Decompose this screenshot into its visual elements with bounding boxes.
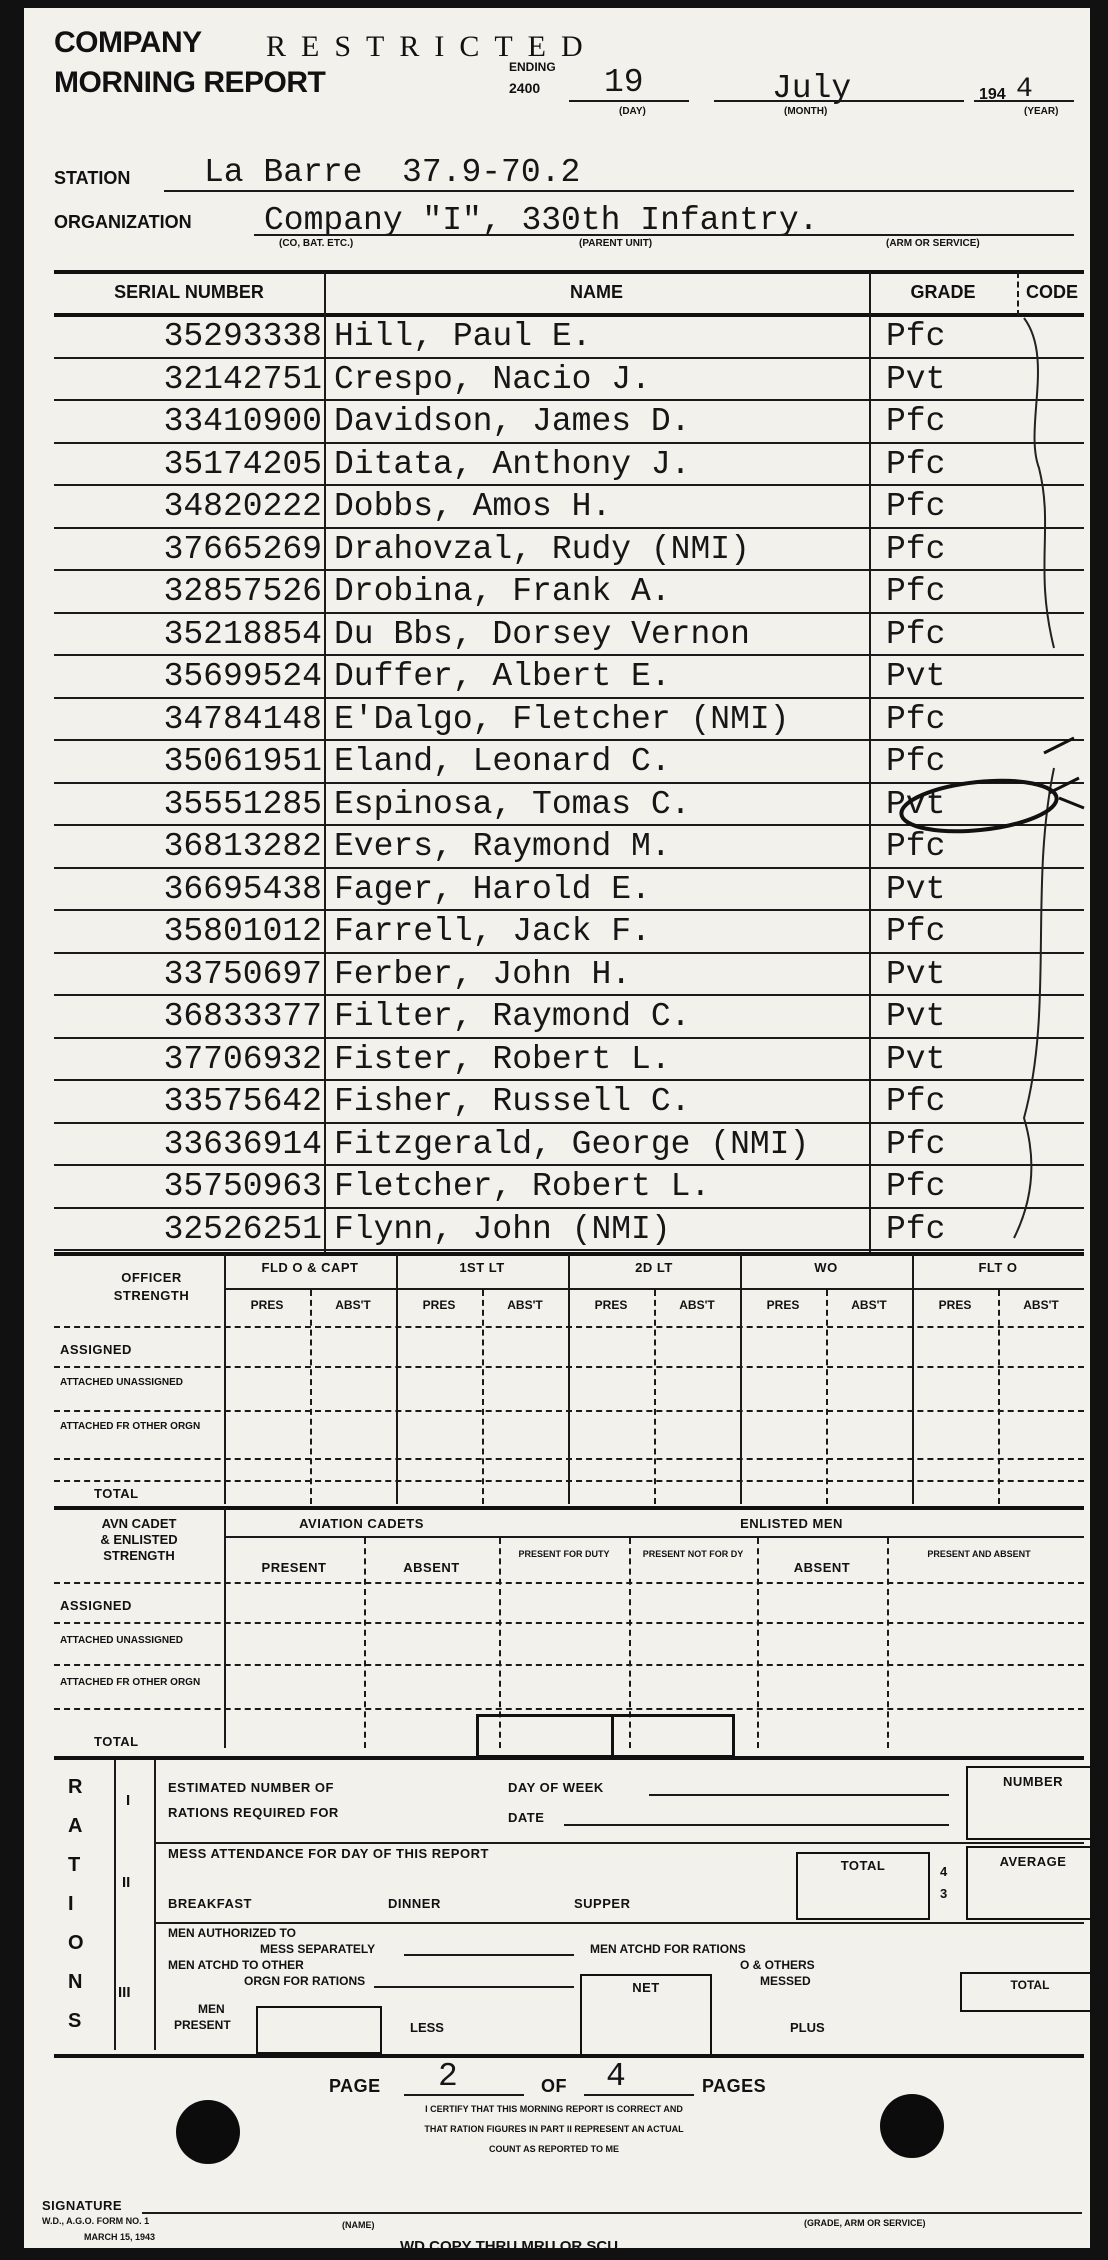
enlisted-row-total: TOTAL	[94, 1734, 139, 1749]
code-header: CODE	[1025, 282, 1078, 302]
name-cell: Drahovzal, Rudy (NMI)	[334, 530, 750, 568]
officer-group-divider	[396, 1254, 398, 1504]
part1-line1: ESTIMATED NUMBER OF	[168, 1780, 334, 1795]
enlisted-col-divider	[364, 1538, 366, 1748]
cadets-present: PRESENT	[261, 1560, 327, 1575]
part1-bottom-border	[154, 1842, 1084, 1844]
serial-number-cell: 35061951	[163, 743, 322, 780]
grade-cell: Pvt	[886, 870, 946, 908]
grade-cell: Pfc	[886, 488, 946, 525]
serial-number-cell: 35174205	[163, 445, 322, 483]
divider-top-number: 4	[940, 1864, 948, 1879]
officer-abst-header: ABS'T	[1023, 1298, 1059, 1312]
month-caption: (MONTH)	[784, 106, 828, 117]
less-label: LESS	[410, 2020, 444, 2035]
officer-abst-header: ABS'T	[851, 1298, 887, 1312]
name-cell: Ferber, John H.	[334, 955, 632, 993]
name-cell: Du Bbs, Dorsey Vernon	[334, 615, 750, 653]
page-label: PAGE	[329, 2076, 381, 2096]
present-for-duty: PRESENT FOR DUTY	[518, 1549, 610, 1559]
caption-parent: (PARENT UNIT)	[579, 238, 653, 249]
present-and-absent: PRESENT AND ABSENT	[927, 1549, 1031, 1559]
enlisted-row-attached-fr: ATTACHED FR OTHER ORGN	[60, 1677, 201, 1688]
serial-number-cell: 33410900	[163, 403, 322, 440]
day-caption: (DAY)	[619, 106, 646, 117]
part2-bottom-border	[154, 1922, 1084, 1924]
serial-number-cell: 35699524	[163, 658, 322, 695]
ration-letter: S	[68, 2010, 82, 2032]
men-atchd-other-1: MEN ATCHD TO OTHER	[168, 1958, 304, 1972]
grade-cell: Pvt	[886, 360, 946, 398]
grade-cell: Pvt	[886, 658, 946, 695]
grade-header: GRADE	[910, 282, 976, 302]
officer-title-2: STRENGTH	[113, 1288, 190, 1303]
name-cell: Evers, Raymond M.	[334, 828, 671, 865]
date-line	[564, 1824, 949, 1826]
officer-group-header: WO	[814, 1260, 838, 1275]
day-of-week-line	[649, 1794, 949, 1796]
total-box	[796, 1852, 930, 1920]
serial-number-cell: 34784148	[163, 700, 322, 738]
serial-number-cell: 36833377	[163, 998, 322, 1035]
name-cell: Espinosa, Tomas C.	[334, 785, 691, 823]
present-not-for-duty: PRESENT NOT FOR DY	[642, 1549, 744, 1559]
certify-line-1: I CERTIFY THAT THIS MORNING REPORT IS CORRECT AND	[425, 2104, 683, 2114]
serial-number-cell: 35801012	[163, 913, 322, 950]
ration-letter: T	[68, 1854, 81, 1876]
officer-row-line	[54, 1366, 1084, 1368]
organization-value: Company "I", 330th Infantry.	[264, 202, 819, 239]
year-prefix: 194	[979, 86, 1006, 103]
grade-cell: Pfc	[886, 318, 946, 355]
name-cell: Filter, Raymond C.	[334, 998, 691, 1035]
ending-label: ENDING	[509, 60, 556, 74]
officer-abst-header: ABS'T	[507, 1298, 543, 1312]
officer-pres-header: PRES	[250, 1298, 284, 1312]
ration-letter: A	[68, 1815, 83, 1837]
men-atchd-other-line	[374, 1986, 574, 1988]
year-caption: (YEAR)	[1024, 106, 1059, 117]
mess-separately-line	[404, 1954, 574, 1956]
serial-number-cell: 37665269	[163, 530, 322, 568]
grade-cell: Pfc	[886, 445, 946, 483]
number-label: NUMBER	[1002, 1774, 1064, 1789]
grade-cell: Pfc	[886, 828, 946, 865]
name-cell: Crespo, Nacio J.	[334, 360, 651, 398]
serial-number-cell: 32857526	[163, 573, 322, 610]
name-cell: Ditata, Anthony J.	[334, 445, 691, 483]
men-atchd-label: MEN ATCHD FOR RATIONS	[590, 1942, 746, 1956]
certify-line-3: COUNT AS REPORTED TO ME	[488, 2144, 619, 2154]
rations-bottom-border	[54, 2054, 1084, 2058]
officer-pres-header: PRES	[422, 1298, 456, 1312]
grade-cell: Pfc	[886, 573, 946, 610]
men-present-box	[256, 2006, 382, 2054]
officer-row-line	[54, 1480, 1084, 1482]
net-label: NET	[632, 1980, 660, 1995]
name-cell: Farrell, Jack F.	[334, 913, 651, 950]
enlisted-left-divider	[224, 1508, 226, 1748]
grade-cell: Pfc	[886, 913, 946, 950]
men-present-1: MEN	[198, 2002, 225, 2016]
men-authorized-label: MEN AUTHORIZED TO	[168, 1926, 296, 1940]
grade-cell: Pfc	[886, 1210, 946, 1248]
part1-roman: I	[126, 1792, 131, 1809]
total-label-2: TOTAL	[1010, 1978, 1050, 1992]
enlisted-top-border	[54, 1506, 1084, 1510]
serial-number-cell: 33575642	[163, 1083, 322, 1120]
enlisted-row-line	[54, 1708, 1084, 1710]
certify-line-2: THAT RATION FIGURES IN PART II REPRESENT AN ACTUAL	[424, 2124, 684, 2134]
serial-number-cell: 32142751	[163, 360, 322, 398]
date-label: DATE	[508, 1810, 545, 1825]
average-box	[966, 1846, 1100, 1920]
officer-row-total: TOTAL	[94, 1486, 139, 1501]
officer-group-divider	[912, 1254, 914, 1504]
rations-top-border	[54, 1756, 1084, 1760]
enlisted-col-divider	[887, 1538, 889, 1748]
pages-value: 4	[606, 2058, 626, 2095]
officer-group-divider	[568, 1254, 570, 1504]
officer-sub-divider	[826, 1290, 828, 1504]
year-value: 4	[1016, 74, 1033, 105]
check-marks	[1044, 738, 1084, 808]
officer-pres-header: PRES	[594, 1298, 628, 1312]
pages-underline	[584, 2094, 694, 2096]
net-box	[580, 1974, 712, 2058]
grade-caption: (GRADE, ARM OR SERVICE)	[804, 2218, 926, 2228]
name-cell: Dobbs, Amos H.	[334, 488, 612, 525]
number-box	[966, 1766, 1100, 1840]
name-cell: Fletcher, Robert L.	[334, 1168, 711, 1205]
signature-line	[142, 2212, 1082, 2214]
mess-attendance-label: MESS ATTENDANCE FOR DAY OF THIS REPORT	[168, 1846, 489, 1861]
part2-roman: II	[122, 1874, 131, 1891]
form-number-2: MARCH 15, 1943	[84, 2232, 156, 2242]
officer-sub-divider	[482, 1290, 484, 1504]
average-label: AVERAGE	[999, 1854, 1067, 1869]
name-caption: (NAME)	[342, 2220, 375, 2230]
messed-label: MESSED	[760, 1974, 811, 1988]
company-label: COMPANY	[54, 26, 202, 59]
bracket-mark-top	[1024, 318, 1054, 648]
grade-cell: Pfc	[886, 1168, 946, 1205]
name-cell: Drobina, Frank A.	[334, 573, 671, 610]
enlisted-title-1: AVN CADET	[101, 1516, 177, 1531]
serial-number-cell: 33750697	[163, 955, 322, 993]
name-cell: E'Dalgo, Fletcher (NMI)	[334, 700, 790, 738]
grade-cell: Pfc	[886, 530, 946, 568]
morning-report-form	[24, 8, 1090, 2255]
handwritten-marks	[24, 8, 1090, 1268]
caption-arm: (ARM OR SERVICE)	[886, 238, 980, 249]
enlisted-row-line	[54, 1582, 1084, 1584]
officer-title-1: OFFICER	[121, 1270, 182, 1285]
wd-copy-label: WD COPY THRU MRU OR SCU	[400, 2238, 619, 2255]
name-cell: Fister, Robert L.	[334, 1040, 671, 1078]
aviation-cadets-header: AVIATION CADETS	[299, 1516, 424, 1531]
officer-group-header: 1ST LT	[459, 1260, 505, 1275]
divider-bottom-number: 3	[940, 1886, 948, 1901]
mess-separately-label: MESS SEPARATELY	[260, 1942, 376, 1956]
officer-header-line	[224, 1288, 1084, 1290]
name-cell: Eland, Leonard C.	[334, 743, 671, 780]
name-cell: Fager, Harold E.	[334, 870, 651, 908]
serial-number-cell: 36813282	[163, 828, 322, 865]
enlisted-sub-border	[224, 1536, 1084, 1538]
grade-cell: Pfc	[886, 615, 946, 653]
ration-letter: R	[68, 1776, 83, 1798]
grade-cell: Pfc	[886, 700, 946, 738]
page-value: 2	[438, 2058, 458, 2095]
officer-sub-divider	[998, 1290, 1000, 1504]
officer-abst-header: ABS'T	[679, 1298, 715, 1312]
grade-cell: Pfc	[886, 1125, 946, 1163]
men-atchd-other-2: ORGN FOR RATIONS	[244, 1974, 366, 1988]
name-header: NAME	[570, 282, 623, 302]
officer-row-line	[54, 1458, 1084, 1460]
restricted-stamp: RESTRICTED	[266, 30, 598, 63]
caption-co: (CO, BAT. ETC.)	[279, 238, 354, 249]
serial-number-cell: 35293338	[163, 318, 322, 355]
officer-row-attached-fr: ATTACHED FR OTHER ORGN	[60, 1421, 201, 1432]
name-cell: Hill, Paul E.	[334, 318, 592, 355]
cadets-absent: ABSENT	[403, 1560, 460, 1575]
grade-cell: Pvt	[886, 785, 946, 823]
grade-cell: Pfc	[886, 1083, 946, 1120]
punch-hole-right	[880, 2094, 944, 2158]
officer-abst-header: ABS'T	[335, 1298, 371, 1312]
grade-cell: Pvt	[886, 955, 946, 993]
enlisted-men-header: ENLISTED MEN	[740, 1516, 843, 1531]
o-others-label: O & OTHERS	[740, 1958, 815, 1972]
organization-label: ORGANIZATION	[54, 212, 192, 232]
grade-cell: Pfc	[886, 403, 946, 440]
total-box-2	[608, 1714, 735, 1758]
total-label: TOTAL	[840, 1858, 886, 1873]
grade-cell: Pfc	[886, 743, 946, 780]
name-cell: Fitzgerald, George (NMI)	[334, 1125, 810, 1163]
station-label: STATION	[54, 168, 131, 188]
enlisted-row-line	[54, 1622, 1084, 1624]
officer-sub-divider	[654, 1290, 656, 1504]
serial-number-cell: 35218854	[163, 615, 322, 653]
enlisted-row-assigned: ASSIGNED	[60, 1598, 132, 1613]
serial-number-cell: 34820222	[163, 488, 322, 525]
name-cell: Fisher, Russell C.	[334, 1083, 691, 1120]
supper-label: SUPPER	[574, 1896, 631, 1911]
enlisted-title-3: STRENGTH	[103, 1548, 175, 1563]
serial-number-cell: 36695438	[163, 870, 322, 908]
officer-pres-header: PRES	[938, 1298, 972, 1312]
enlisted-row-attached-unassigned: ATTACHED UNASSIGNED	[60, 1635, 183, 1646]
signature-label: SIGNATURE	[42, 2198, 123, 2213]
day-value: 19	[604, 64, 644, 101]
ration-letter: O	[68, 1932, 84, 1954]
officer-row-attached-unassigned: ATTACHED UNASSIGNED	[60, 1377, 183, 1388]
page-underline	[404, 2094, 524, 2096]
ration-letter: N	[68, 1971, 83, 1993]
dinner-label: DINNER	[388, 1896, 441, 1911]
month-value: July	[772, 70, 852, 107]
officer-row-line	[54, 1410, 1084, 1412]
serial-number-cell: 32526251	[163, 1210, 322, 1248]
name-cell: Davidson, James D.	[334, 403, 691, 440]
serial-number-cell: 35551285	[163, 785, 322, 823]
serial-number-cell: 37706932	[163, 1040, 322, 1078]
officer-group-divider	[740, 1254, 742, 1504]
rations-roman-divider	[154, 1760, 156, 2050]
men-present-2: PRESENT	[174, 2018, 231, 2032]
officer-sub-divider	[310, 1290, 312, 1504]
pages-label: PAGES	[702, 2076, 767, 2096]
bracket-mark-bottom	[1014, 768, 1054, 1238]
officer-left-divider	[224, 1254, 226, 1504]
grade-cell: Pvt	[886, 1040, 946, 1078]
officer-row-line	[54, 1326, 1084, 1328]
serial-number-cell: 33636914	[163, 1125, 322, 1163]
officer-group-header: FLT O	[978, 1260, 1018, 1275]
total-box-2-rations	[960, 1972, 1100, 2012]
form-number-1: W.D., A.G.O. FORM NO. 1	[42, 2216, 150, 2226]
officer-pres-header: PRES	[766, 1298, 800, 1312]
part3-roman: III	[118, 1984, 131, 2001]
name-cell: Duffer, Albert E.	[334, 658, 671, 695]
plus-label: PLUS	[790, 2020, 825, 2035]
breakfast-label: BREAKFAST	[168, 1896, 252, 1911]
morning-report-label: MORNING REPORT	[54, 66, 326, 99]
enlisted-row-line	[54, 1664, 1084, 1666]
name-cell: Flynn, John (NMI)	[334, 1210, 671, 1248]
serial-header: SERIAL NUMBER	[114, 282, 264, 302]
circle-mark	[899, 774, 1059, 838]
enlisted-absent: ABSENT	[793, 1560, 851, 1575]
enlisted-title-2: & ENLISTED	[100, 1532, 178, 1547]
day-of-week-label: DAY OF WEEK	[508, 1780, 604, 1795]
time-label: 2400	[509, 80, 541, 96]
officer-group-header: 2D LT	[635, 1260, 673, 1275]
serial-number-cell: 35750963	[163, 1168, 322, 1205]
total-box-1	[476, 1714, 614, 1758]
part1-line2: RATIONS REQUIRED FOR	[168, 1805, 339, 1820]
ration-letter: I	[68, 1893, 74, 1915]
station-value: La Barre 37.9-70.2	[204, 154, 581, 191]
enlisted-col-divider	[757, 1538, 759, 1748]
grade-cell: Pvt	[886, 998, 946, 1035]
officer-group-header: FLD O & CAPT	[261, 1260, 359, 1275]
officer-row-assigned: ASSIGNED	[60, 1342, 132, 1357]
rations-letter-divider	[114, 1760, 116, 2050]
punch-hole-left	[176, 2100, 240, 2164]
of-label: OF	[541, 2076, 567, 2096]
